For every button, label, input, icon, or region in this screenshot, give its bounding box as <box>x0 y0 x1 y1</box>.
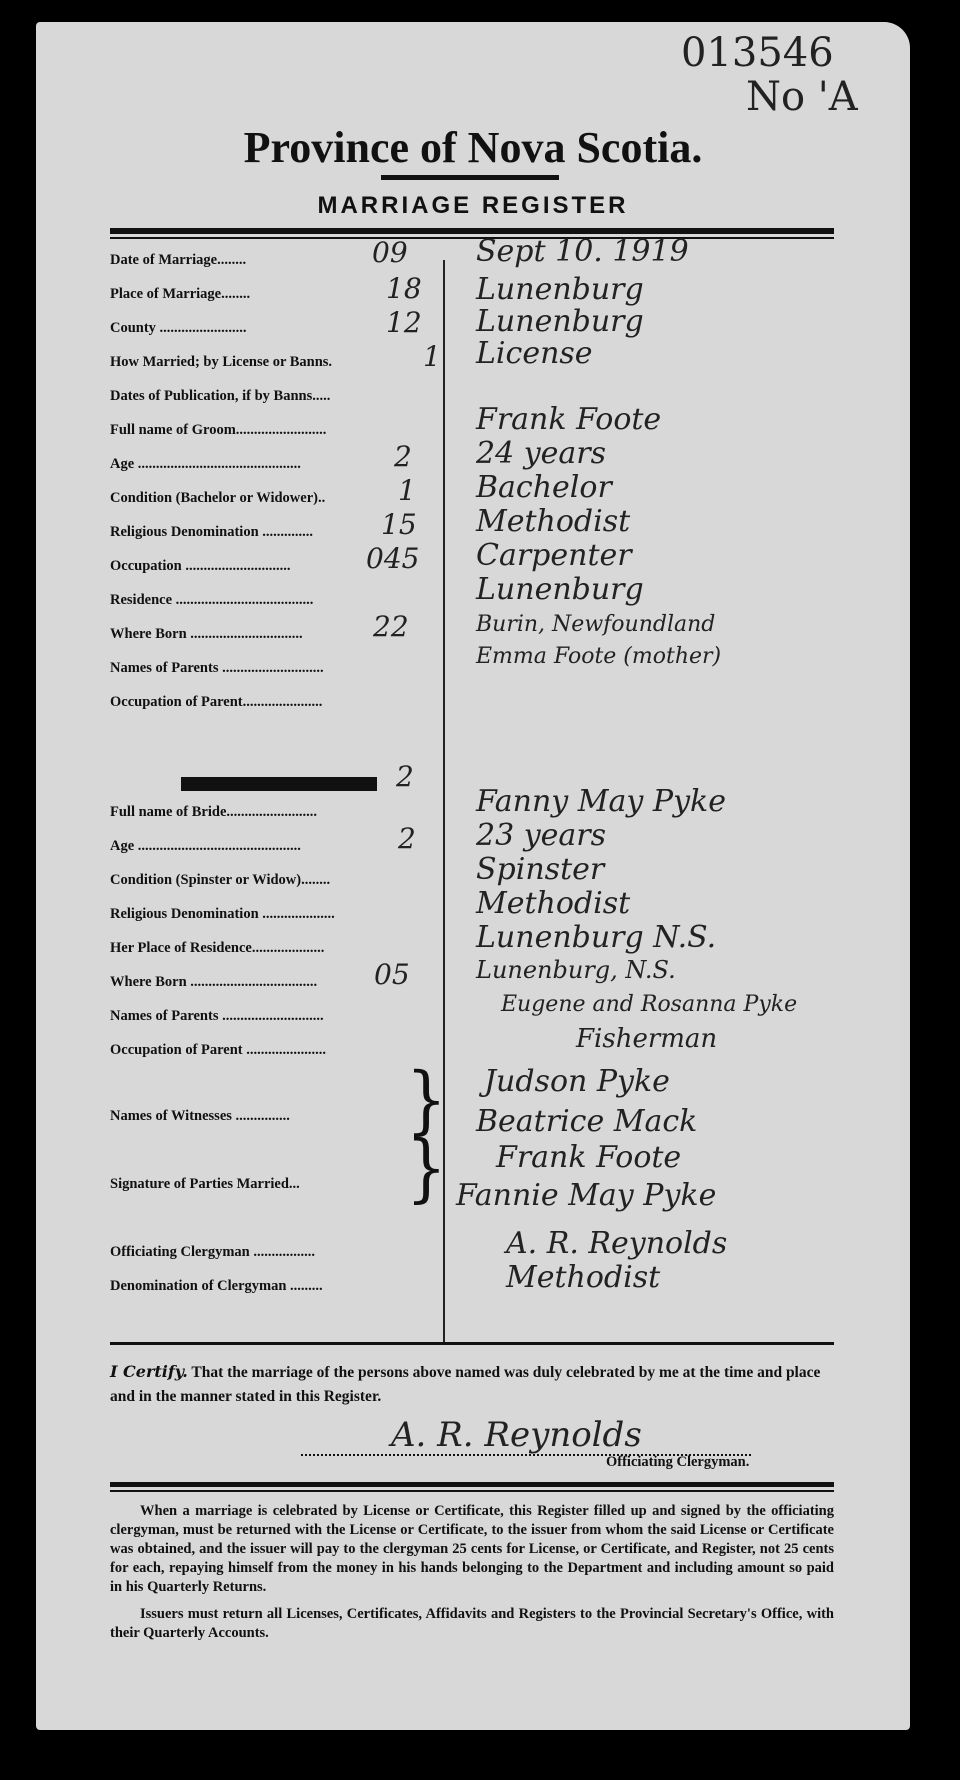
field-code: 09 <box>372 236 408 269</box>
field-code: 22 <box>373 610 409 643</box>
document-no-mark: No 'A <box>746 74 858 120</box>
title-underline <box>381 175 559 180</box>
field-value: Bachelor <box>476 470 612 505</box>
register-form <box>36 22 910 1730</box>
field-label: Occupation of Parent...................... <box>110 694 323 710</box>
field-label: Date of Marriage........ <box>110 252 247 268</box>
witness-name: Beatrice Mack <box>476 1104 698 1139</box>
field-label: Religious Denomination .............. <box>110 524 314 540</box>
footer-rule-thin <box>110 1490 834 1492</box>
signatures-brace: } <box>406 1126 447 1212</box>
field-value: A. R. Reynolds <box>506 1226 728 1261</box>
field-value: 24 years <box>476 436 607 471</box>
page-subtitle: MARRIAGE REGISTER <box>317 192 629 219</box>
field-label: Condition (Bachelor or Widower).. <box>110 490 326 506</box>
field-label: Occupation of Parent ...................... <box>110 1042 327 1058</box>
field-value: Spinster <box>476 852 605 887</box>
field-label: Denomination of Clergyman ......... <box>110 1278 323 1294</box>
certify-lead: I Certify. <box>110 1362 188 1381</box>
field-label: Age ............................................. <box>110 838 301 854</box>
field-code: 15 <box>381 508 417 541</box>
field-code: 1 <box>398 474 416 507</box>
instruction-paragraph: Issuers must return all Licenses, Certificates, Affidavits and Registers to the Provincial Secretary's Office, with their Quarterly Accounts. <box>110 1606 834 1641</box>
signature-caption: Officiating Clergyman. <box>606 1454 750 1470</box>
field-value: 23 years <box>476 818 607 853</box>
bride-code: 2 <box>396 760 414 793</box>
field-code: 05 <box>374 958 410 991</box>
field-code: 045 <box>366 542 420 575</box>
clergy-signature: A. R. Reynolds <box>391 1415 642 1455</box>
field-label: Her Place of Residence.................... <box>110 940 325 956</box>
certification-text <box>110 1360 834 1409</box>
field-label: Full name of Groom......................... <box>110 422 327 438</box>
witnesses-label: Names of Witnesses ............... <box>110 1108 290 1124</box>
field-label: Full name of Bride......................... <box>110 804 318 820</box>
field-value: Eugene and Rosanna Pyke <box>501 992 798 1017</box>
field-value: Burin, Newfoundland <box>476 612 716 637</box>
field-value: Frank Foote <box>476 402 662 437</box>
field-value: Lunenburg, N.S. <box>476 956 676 984</box>
field-label: Condition (Spinster or Widow)........ <box>110 872 331 888</box>
field-value: Emma Foote (mother) <box>476 644 722 669</box>
field-code: 2 <box>398 822 416 855</box>
field-value: License <box>476 336 593 371</box>
signatures-label: Signature of Parties Married... <box>110 1176 300 1192</box>
field-label: Names of Parents ............................ <box>110 1008 324 1024</box>
field-label: Age ............................................. <box>110 456 301 472</box>
field-value: Lunenburg <box>476 572 644 607</box>
field-value: Fanny May Pyke <box>476 784 726 819</box>
field-value: Sept 10. 1919 <box>476 234 689 269</box>
field-code: 2 <box>394 440 412 473</box>
document-number: 013546 <box>681 30 834 76</box>
instructions <box>110 1502 834 1651</box>
field-label: County ........................ <box>110 320 247 336</box>
field-label: Dates of Publication, if by Banns..... <box>110 388 331 404</box>
field-label: How Married; by License or Banns. <box>110 354 333 370</box>
footer-rule <box>110 1482 834 1487</box>
field-value: Methodist <box>506 1260 661 1295</box>
field-label: Names of Parents ............................ <box>110 660 324 676</box>
field-code: 18 <box>386 272 422 305</box>
signature-name: Frank Foote <box>496 1140 682 1175</box>
field-value: Lunenburg <box>476 304 644 339</box>
header-rule-thin <box>110 237 834 239</box>
field-label: Religious Denomination .................... <box>110 906 335 922</box>
field-value: Fisherman <box>576 1024 718 1054</box>
redaction-bar <box>181 777 377 791</box>
section-rule <box>110 1342 834 1345</box>
field-value: Methodist <box>476 886 631 921</box>
field-label: Residence ...................................... <box>110 592 314 608</box>
field-label: Where Born ................................... <box>110 974 318 990</box>
field-code: 1 <box>423 340 441 373</box>
witnesses-brace: } <box>406 1058 447 1144</box>
field-value: Lunenburg <box>476 272 644 307</box>
field-code: 12 <box>386 306 422 339</box>
witness-name: Judson Pyke <box>484 1064 670 1099</box>
certify-body: That the marriage of the persons above named was duly celebrated by me at the time and place and in the manner stated in this Register. <box>110 1364 821 1405</box>
page-title: Province of Nova Scotia. <box>243 123 703 172</box>
header-rule <box>110 228 834 234</box>
field-label: Occupation ............................. <box>110 558 291 574</box>
field-value: Methodist <box>476 504 631 539</box>
field-value: Carpenter <box>476 538 632 573</box>
field-label: Where Born ............................... <box>110 626 303 642</box>
field-value: Lunenburg N.S. <box>476 920 717 955</box>
field-label: Officiating Clergyman ................. <box>110 1244 315 1260</box>
instruction-paragraph: When a marriage is celebrated by License or Certificate, this Register filled up and signed by the officiating clergyman, must be returned with the License or Certificate, to the issuer from whom the said License or Certificate was obtained, and the issuer will pay to the clergyman 25 cents for License, or Certificate, and Register, not 25 cents for each, repaying himself from the money in his hands belonging to the Department and including amount so paid in his Quarterly Returns. <box>110 1503 834 1595</box>
field-label: Place of Marriage........ <box>110 286 251 302</box>
signature-name: Fannie May Pyke <box>456 1178 717 1213</box>
